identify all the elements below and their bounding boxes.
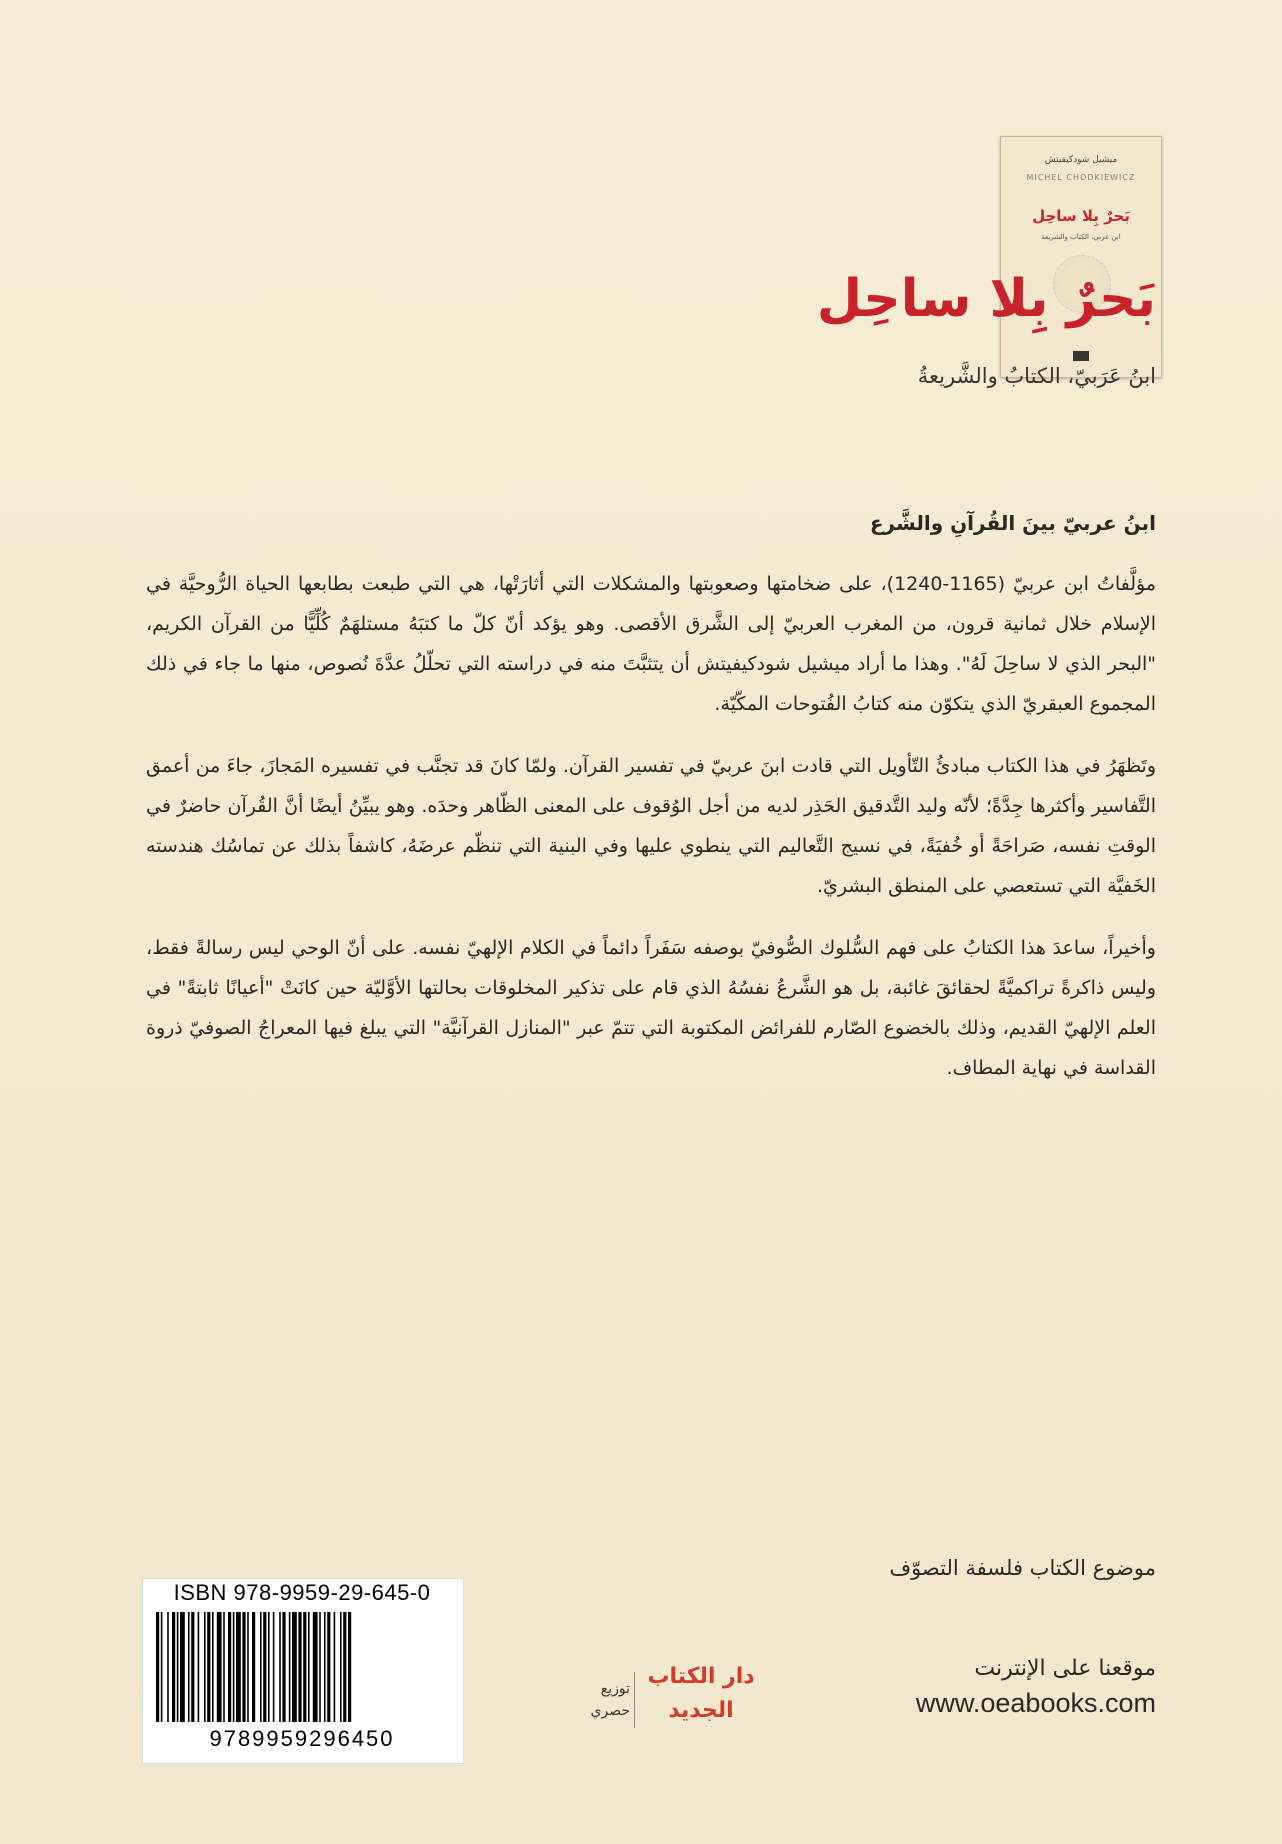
thumbnail-title: بَحرٌ بِلا ساحِل	[1032, 207, 1130, 225]
divider	[634, 1672, 635, 1728]
distributor-logo: دار الكتاب الجديد	[647, 1664, 755, 1723]
thumbnail-subtitle: ابن عربي، الكتاب والشريعة	[1041, 233, 1121, 241]
isbn-label: ISBN 978-9959-29-645-0	[173, 1580, 431, 1605]
thumbnail-author: ميشيل شودكيفيتش	[1044, 155, 1118, 165]
book-subject: موضوع الكتاب فلسفة التصوّف	[889, 1556, 1156, 1580]
blurb-paragraph: وأخيراً، ساعدَ هذا الكتابُ على فهم السُّلوك الصُّوفيّ بوصفه سَفَراً دائماً في الكلام الإلهيّ نفسه. على أنّ الوحي ليس رسالةً فقط، وليس ذاكرةً تراكميَّةً لحقائقَ غائبة، بل هو الشَّرعُ نفسُهُ الذي قام على تذكير المخلوقات بحالتها الأوَّليّة حين كانَتْ "أعيانًا ثابتةً" في العلم الإلهيّ القديم، وذلك بالخضوع الصّارم للفرائض المكتوبة التي تتمّ عبر "المنازل القرآنيَّة" التي يبلغ فيها المعراجُ الصوفيّ ذروة القداسة في نهاية المطاف.	[146, 937, 1156, 1079]
distribution-note: توزيع حصري	[590, 1681, 630, 1719]
book-subtitle: ابنُ عَرَبيّ، الكتابُ والشَّريعةُ	[917, 364, 1156, 388]
blurb-paragraph: مؤلَّفاتُ ابن عربيّ (1165-1240)، على ضخامتها وصعوبتها والمشكلات التي أثارَتْها، هي التي طبعت بطابعها الحياة الرُّوحيَّة في الإسلام خلال ثمانية قرون، من المغرب العربيّ إلى الشَّرق الأقصى. وهو يؤكد أنّ كلّ ما كتبَهُ مستلهَمٌ كُلِّيًّا من القرآن الكريم، "البحر الذي لا ساحِلَ لَهُ". وهذا ما أراد ميشيل شودكيفيتش أن يتثبَّتَ منه في دراسته التي تحلّلُ عدَّةَ نُصوص، منها ما جاء في ذلك المجموع العبقريّ الذي يتكوّن منه كتابُ الفُتوحات المكّيّة.	[146, 573, 1156, 715]
website-label: موقعنا على الإنترنت	[974, 1656, 1156, 1681]
publisher-mark-icon	[1073, 351, 1089, 361]
blurb	[146, 508, 1156, 1110]
barcode-icon	[154, 1612, 450, 1724]
website-link[interactable]: www.oeabooks.com	[915, 1688, 1156, 1718]
thumbnail-author-latin: MICHEL CHODKIEWICZ	[1026, 173, 1136, 182]
barcode-digits: 9789959296450	[209, 1726, 395, 1751]
book-title: بَحرٌ بِلا ساحِل	[816, 269, 1156, 329]
blurb-heading: ابنُ عربيّ بينَ القُرآنِ والشَّرع	[869, 511, 1156, 535]
front-cover-thumbnail	[1000, 136, 1162, 378]
blurb-paragraph: وتَظهَرُ في هذا الكتاب مبادئُ التّأويل التي قادت ابنَ عربيّ في تفسير القرآن. ولمّا كانَ قد تجنَّب في تفسيره المَجازَ، جاءَ من أعمق التَّفاسير وأكثرها جِدَّةً؛ لأنّه وليد التَّدقيق الحَذِر لديه من أجل الوُقوف على المعنى الظّاهر وحدَه. وهو يبيِّنُ أيضًا أنَّ القُرآن حاضرٌ في الوقتِ نفسه، صَراحَةً أو خُفيَةً، في نسيج التَّعاليم التي ينطوي عليها وفي البنية التي تنظّم عرضَهُ، كاشفاً بذلك عن تماسُك هندسته الخَفيَّة التي تستعصي على المنطق البشريّ.	[146, 755, 1156, 897]
